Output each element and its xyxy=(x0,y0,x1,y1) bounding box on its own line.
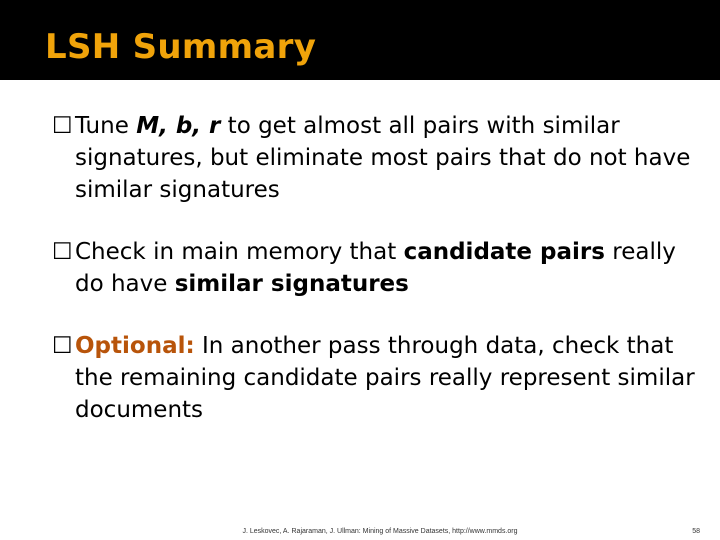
bullet-accent: Optional: xyxy=(75,333,195,359)
bullet-item xyxy=(52,330,702,426)
bullet-text: to get almost all pairs with similar signatures, but eliminate most pairs that do not have similar signatures xyxy=(75,113,691,203)
page-number: 58 xyxy=(692,528,700,535)
bullet-item xyxy=(52,110,702,206)
bullet-icon: ☐ xyxy=(52,113,73,139)
bullet-text: Tune xyxy=(75,113,137,139)
bullet-emphasis: M, b, r xyxy=(136,113,221,139)
slide-content xyxy=(52,110,702,456)
slide-title: LSH Summary xyxy=(45,27,317,67)
footer-citation: J. Leskovec, A. Rajaraman, J. Ullman: Mining of Massive Datasets, http://www.mmds.org xyxy=(242,528,518,535)
bullet-icon: ☐ xyxy=(52,333,73,359)
bullet-item xyxy=(52,236,702,300)
bullet-icon: ☐ xyxy=(52,239,73,265)
bullet-text: really do have xyxy=(75,239,676,297)
bullet-text: In another pass through data, check that the remaining candidate pairs really represent similar documents xyxy=(75,333,695,423)
title-bar xyxy=(0,0,720,80)
bullet-text: Check in main memory that xyxy=(75,239,404,265)
bullet-bold: similar signatures xyxy=(174,271,409,297)
bullet-bold: candidate pairs xyxy=(403,239,605,265)
